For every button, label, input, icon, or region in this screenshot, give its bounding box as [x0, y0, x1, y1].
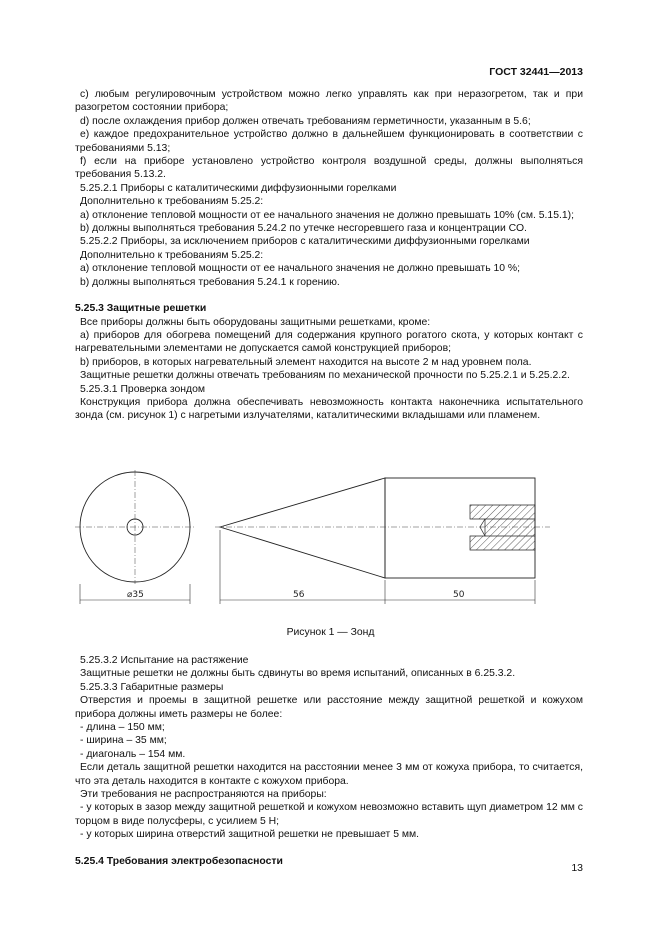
subsection-heading: 5.25.3.2 Испытание на растяжение [80, 655, 249, 666]
paragraph: Дополнительно к требованиям 5.25.2: [80, 249, 264, 261]
dim-diameter-label: ⌀35 [127, 590, 144, 600]
list-item: - диагональ – 154 мм. [80, 748, 186, 760]
list-item: - ширина – 35 мм; [80, 735, 167, 747]
subsection-heading: 5.25.3.3 Габаритные размеры [80, 681, 224, 693]
paragraph: Эти требования не распространяются на приборы: [80, 789, 327, 801]
document-header-id: ГОСТ 32441—2013 [489, 66, 583, 78]
paragraph: Все приборы должны быть оборудованы защитными решетками, кроме: [80, 316, 431, 328]
paragraph: а) отклонение тепловой мощности от ее начального значения не должно превышать 10 %; [80, 263, 521, 275]
paragraph: Отверстия и проемы в защитной решетке или расстояние между защитной решеткой и кожухом прибора должны иметь размеры не более: [75, 695, 583, 720]
subsection-heading: 5.25.2.1 Приборы с каталитическими диффузионными горелками [80, 182, 397, 194]
paragraph: b) приборов, в которых нагревательный элемент находится на высоте 2 м над уровнем пола. [80, 356, 532, 368]
list-item: - длина – 150 мм; [80, 722, 165, 734]
probe-front-view [75, 470, 195, 584]
paragraph: b) должны выполняться требования 5.24.2 по утечке несгоревшего газа и концентрации СО. [80, 223, 527, 235]
subsection-heading: 5.25.2.2 Приборы, за исключением приборов с каталитическими диффузионными горелками [80, 236, 530, 248]
paragraph: Если деталь защитной решетки находится на расстоянии менее 3 мм от кожуха прибора, то считается, что эта деталь находится в контакте с кожухом прибора. [75, 762, 583, 787]
document-body-top [75, 88, 583, 423]
list-item: - у которых в зазор между защитной решеткой и кожухом невозможно вставить щуп диаметром 12 мм с торцом в виде полусферы, с усилием 5 Н; [75, 802, 583, 827]
figure-caption: Рисунок 1 — Зонд [286, 627, 375, 638]
paragraph: а) отклонение тепловой мощности от ее начального значения не должно превышать 10% (см. 5.15.1); [80, 209, 574, 221]
paragraph: а) приборов для обогрева помещений для содержания крупного рогатого скота, у которых контакт с нагревательными элементами не допускается самой конструкцией приборов; [75, 329, 583, 355]
section-heading: 5.25.4 Требования электробезопасности [75, 855, 283, 867]
paragraph: d) после охлаждения прибор должен отвечать требованиям герметичности, указанным в 5.6; [80, 115, 531, 127]
page-number: 13 [571, 862, 583, 874]
probe-side-view [215, 478, 550, 578]
list-item: - у которых ширина отверстий защитной решетки не превышает 5 мм. [80, 829, 420, 841]
paragraph: b) должны выполняться требования 5.24.1 к горению. [80, 276, 340, 288]
paragraph: с) любым регулировочным устройством можно легко управлять как при неразогретом, так и при разогретом состоянии прибора; [75, 89, 583, 114]
paragraph: f) если на приборе установлено устройство контроля воздушной среды, должны выполняться требования 5.13.2. [75, 156, 583, 181]
subsection-heading: 5.25.3.1 Проверка зондом [80, 383, 206, 395]
dim-cylinder-length-label: 50 [453, 590, 465, 600]
section-heading: 5.25.3 Защитные решетки [75, 303, 207, 315]
paragraph: Дополнительно к требованиям 5.25.2: [80, 196, 264, 208]
probe-drawing [75, 470, 583, 610]
paragraph: Конструкция прибора должна обеспечивать невозможность контакта наконечника испытательного зонда (см. рисунок 1) с нагретыми излучателями, каталитическими вкладышами или пламенем. [75, 396, 583, 422]
document-body-bottom [75, 654, 583, 868]
dim-cone-length-label: 56 [293, 590, 305, 600]
paragraph: Защитные решетки должны отвечать требованиям по механической прочности по 5.25.2.1 и 5.25.2.2. [80, 370, 570, 382]
paragraph: Защитные решетки не должны быть сдвинуты во время испытаний, описанных в 6.25.3.2. [80, 668, 516, 680]
dimension-lines [80, 530, 535, 604]
paragraph: е) каждое предохранительное устройство должно в дальнейшем функционировать в соответствии с требованиями 5.13; [75, 129, 583, 154]
